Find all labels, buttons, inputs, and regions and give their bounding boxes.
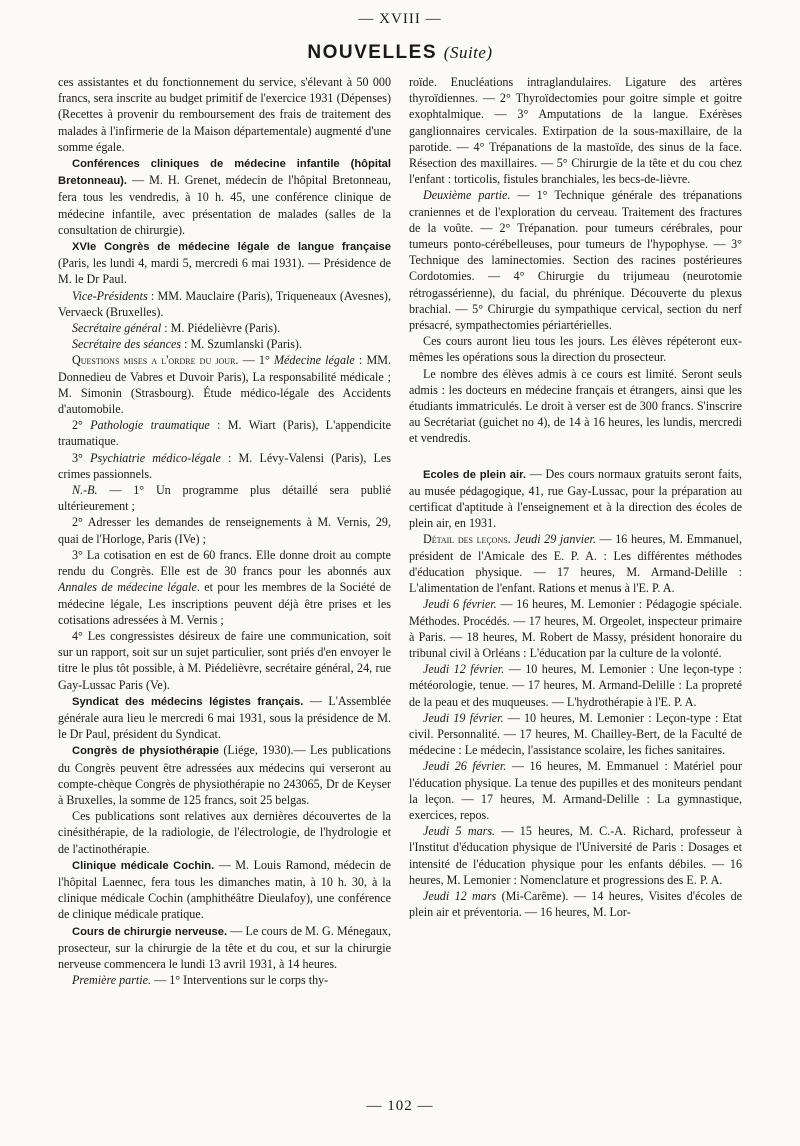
text: 3° — [72, 450, 91, 465]
lecon-12-mars — [409, 888, 742, 920]
text: — 1° Un programme plus détaillé sera publié ultérieurement ; — [58, 483, 391, 514]
date: Jeudi 12 mars — [423, 888, 497, 903]
topic: Pathologie traumatique — [90, 418, 210, 433]
lecon-19-fevrier — [409, 710, 742, 759]
paragraph: ces assistantes et du fonctionnement du service, s'élevant à 50 000 francs, sera inscrite au budget primitif de l'exercice 1931 (Dépenses) (Recettes à provenir du remboursement des frais de traitement des malades à l'infirmerie de la Maison départementale) augmenté d'une somme égale. — [58, 75, 391, 154]
text: : M. Piédelièvre (Paris). — [161, 321, 281, 336]
left-column — [58, 74, 391, 1092]
text: : M. Lévy-Valensi (Paris), Les crimes passionnels. — [58, 450, 391, 481]
item-heading: XVIe Congrès de médecine légale de langue française — [72, 241, 391, 254]
note-4: 4° Les congressistes désireux de faire une communication, soit sur un rapport, soit sur un sujet particulier, sont priés d'en envoyer le titre le plus tôt possible, à M. Piédelièvre, secrétaire général, 24, rue Gay-Lussac Paris (Ve). — [58, 628, 391, 692]
item-heading: Cours de chirurgie nerveuse. — [72, 925, 228, 938]
topic: Médecine légale — [273, 353, 355, 368]
date: Jeudi 19 février. — [423, 710, 504, 725]
page-number: — 102 — — [366, 1098, 434, 1114]
date: Jeudi 29 janvier. — [514, 532, 596, 547]
news-item-ecoles — [409, 466, 742, 532]
topic: Psychiatrie médico-légale — [90, 450, 221, 465]
item-heading: Clinique médicale Cochin. — [72, 859, 215, 872]
date: Jeudi 6 février. — [423, 597, 497, 612]
item-heading: Congrès de physiothérapie — [72, 745, 219, 758]
secretaire-general — [58, 320, 391, 336]
secretaire-seances — [58, 336, 391, 352]
lecon-12-fevrier — [409, 661, 742, 710]
section-title-text: NOUVELLES — [307, 42, 437, 63]
news-item-syndicat — [58, 693, 391, 743]
paragraph: Ces publications sont relatives aux dernières découvertes de la cinésithérapie, de la radiologie, de l'électrologie, de l'hydrologie et de l'actinothérapie. — [58, 809, 391, 856]
text: 3° La cotisation en est de 60 francs. Elle donne droit au compte rendu du Congrès. Elle est de 30 francs pour les abonnés aux — [58, 547, 391, 579]
text: — 1° — [238, 353, 274, 368]
deuxieme-partie — [409, 187, 742, 333]
item-body: — Le cours de M. G. Ménegaux, prosecteur, sur la chirurgie de la tête et du cou, et sur la chirurgie nerveuse commencera le lundi 13 avril 1931, à 14 heures. — [58, 923, 391, 971]
questions — [58, 352, 391, 417]
note-3 — [58, 547, 391, 628]
label: Secrétaire général — [72, 321, 162, 336]
right-column — [409, 74, 742, 1092]
item-body: (Liége, 1930).— Les publications du Congrès peuvent être adressées aux médecins qui verseront au compte-chèque Congrès de physiothérapie no 243065, Dr de Keyser à Bruxelles, la somme de 125 francs, soit 25 belgas. — [58, 743, 391, 807]
paragraph: Le nombre des élèves admis à ce cours est limité. Seront seuls admis : les docteurs en médecine français et étrangers, ainsi que les étudiants immatriculés. Le droit à verser est de 300 francs. S'inscrire au Secrétariat (guichet no 4), de 14 à 16 heures, les lundis, mercredi et vendredis. — [409, 366, 742, 446]
detail-lecons — [409, 531, 742, 596]
item-heading: Conférences cliniques de médecine infantile (hôpital Bretonneau). — [58, 158, 391, 188]
label: Détail des leçons. — [423, 532, 511, 547]
news-item-conferences — [58, 155, 391, 238]
spacer — [409, 447, 742, 466]
note-2: 2° Adresser les demandes de renseignements à M. Vernis, 29, quai de l'Horloge, Paris (IVe) ; — [58, 515, 391, 546]
label: Questions mises a l'ordre du jour. — [72, 353, 239, 368]
text: — 15 heures, M. C.-A. Richard, professeur à l'Institut d'éducation physique de l'Université de Paris : Dosages et intensité de l'éducation physique pour les enfants débiles. — 16 heures, M. Lemonier : Nomenclature et progressions des E. P. A. — [409, 824, 742, 887]
section-title-suffix: (Suite) — [443, 43, 493, 62]
news-item-chirurgie — [58, 923, 391, 973]
text: : MM. Mauclaire (Paris), Triqueneaux (Avesnes), Vervaeck (Bruxelles). — [58, 288, 391, 319]
section-title — [0, 42, 800, 64]
paragraph: Ces cours auront lieu tous les jours. Les élèves répéteront eux-mêmes les opérations sous la direction du prosecteur. — [409, 334, 742, 365]
question-2 — [58, 417, 391, 449]
nota-bene — [58, 482, 391, 514]
label: Première partie. — [72, 973, 152, 988]
text: : MM. Donnedieu de Vabres et Duvoir Paris), La responsabilité médicale ; M. Simonin (Strasbourg). Étude médico-légale des Accidents d'automobile. — [58, 353, 391, 417]
date: Jeudi 12 février. — [423, 662, 505, 677]
item-heading: Syndicat des médecins légistes français. — [72, 695, 304, 708]
text: : M. Szumlanski (Paris). — [181, 337, 302, 352]
label: Vice-Présidents — [72, 288, 148, 303]
label: Deuxième partie. — [423, 188, 511, 203]
premiere-partie — [58, 972, 391, 988]
date: Jeudi 5 mars. — [423, 824, 496, 839]
lecon-26-fevrier — [409, 758, 742, 823]
text: — 16 heures, M. Emmanuel : Matériel pour l'éducation physique. La tenue des pupilles et des moniteurs pendant la leçon. — 17 heures, M. Armand-Delille : La gymnastique, exercices, repos. — [409, 759, 742, 822]
text: — 10 heures, M. Lemonier : Une leçon-type : météorologie, tenue. — 17 heures, M. Armand-Delille : La propreté de la peau et des muqueuses. — L'hydrothérapie à l'E. P. A. — [409, 662, 742, 709]
news-item-physiotherapie — [58, 742, 391, 808]
text: — 10 heures, M. Lemonier : Leçon-type : Etat civil. Personnalité. — 17 heures, M. Chailley-Bert, de la Faculté de médecine : Le médecin, l'assistance scolaire, les fiches sanitaires. — [409, 710, 742, 758]
item-body: — L'Assemblée générale aura lieu le mercredi 6 mai 1931, sous la présidence de M. le Dr Paul, président du Syndicat. — [58, 693, 391, 742]
label: Secrétaire des séances — [72, 337, 182, 352]
news-item-congres — [58, 238, 391, 288]
item-heading: Ecoles de plein air. — [423, 468, 526, 481]
date: Jeudi 26 février. — [423, 759, 507, 774]
text: — 1° Interventions sur le corps thy- — [151, 973, 329, 988]
text: — 1° Technique générale des trépanations craniennes et de l'exploration du cerveau. Traitement des fractures de la voûte. — 2° Trépanation. pour tumeurs cérébrales, pour tumeurs ponto-cérébelleuses, pour tumeurs de l'hypophyse. — 3° Technique des laminectomies. Section des racines postérieures Cordotomies. — 4° Chirurgie du trijumeau (neurotomie rétrogassérienne), du facial, du phrénique. Découverte du plexus brachial. — 5° Chirurgie du sympathique cervical, section du nerf présacré, sympathectomies périartérielles. — [409, 188, 742, 333]
text: — 16 heures, M. Emmanuel, président de l'Amicale des E. P. A. : Les différentes méthodes d'éducation physique. — 17 heures, M. Armand-Delille : L'alimentation de l'enfant. Rations et menus à l'E. P. A. — [409, 532, 742, 596]
lecon-5-mars — [409, 823, 742, 888]
item-body: — M. H. Grenet, médecin de l'hôpital Bretonneau, fera tous les vendredis, à 10 h. 45, une conférence clinique de médecine infantile, avec présentation de malades (salles de la consultation de chirurgie). — [58, 173, 391, 237]
running-head: — XVIII — — [358, 11, 442, 27]
item-body: — M. Louis Ramond, médecin de l'hôpital Laennec, fera tous les dimanches matin, à 10 h. 30, à la clinique médicale Cochin (amphithéâtre Dieulafoy), une conférence de clinique médicale pratique. — [58, 857, 391, 922]
item-body: (Paris, les lundi 4, mardi 5, mercredi 6 mai 1931). — Présidence de M. le Dr Paul. — [58, 256, 391, 287]
text: . et pour les membres de la Société de médecine légale, Les inscriptions peuvent déjà être prises et les cotisations adressées à M. Vernis ; — [58, 580, 391, 627]
text: : M. Wiart (Paris), L'appendicite traumatique. — [58, 418, 391, 449]
label: N.-B. — [72, 483, 98, 498]
item-body: — Des cours normaux gratuits seront faits, au musée pédagogique, 41, rue Gay-Lussac, pour la préparation au certificat d'aptitude à l'enseignement et à la direction des écoles de plein air, en 1931. — [409, 466, 742, 531]
question-3 — [58, 450, 391, 482]
news-item-cochin — [58, 857, 391, 923]
text: 2° — [72, 418, 91, 433]
journal-title: Annales de médecine légale — [58, 580, 197, 595]
text: — 16 heures, M. Lemonier : Pédagogie spéciale. Méthodes. Procédés. — 17 heures, M. Orgeolet, inspecteur primaire à Paris. — 18 heures, M. Robert de Massy, président honoraire du tribunal civil à Orléans : L'éducation par la culture de la volonté. — [409, 597, 742, 660]
paragraph: roïde. Enucléations intraglandulaires. Ligature des artères thyroïdiennes. — 2° Thyroïdectomies pour goitre simple et goitre exophtalmique. — 3° Amputations de la langue. Exérèses ganglionnaires cervicales. Extirpation de la sous-maxillaire, de la parotide. — 4° Trépanations de la mastoïde, des sinus de la face. Résection des maxillaires. — 5° Chirurgie de la tête et du cou chez l'enfant : torticolis, fistules branchiales, les becs-de-lièvre. — [409, 75, 742, 187]
vice-presidents — [58, 288, 391, 320]
lecon-6-fevrier — [409, 596, 742, 661]
text: (Mi-Carême). — 14 heures, Visites d'écoles de plein air et préventoria. — 16 heures, M. Lor- — [409, 888, 742, 920]
